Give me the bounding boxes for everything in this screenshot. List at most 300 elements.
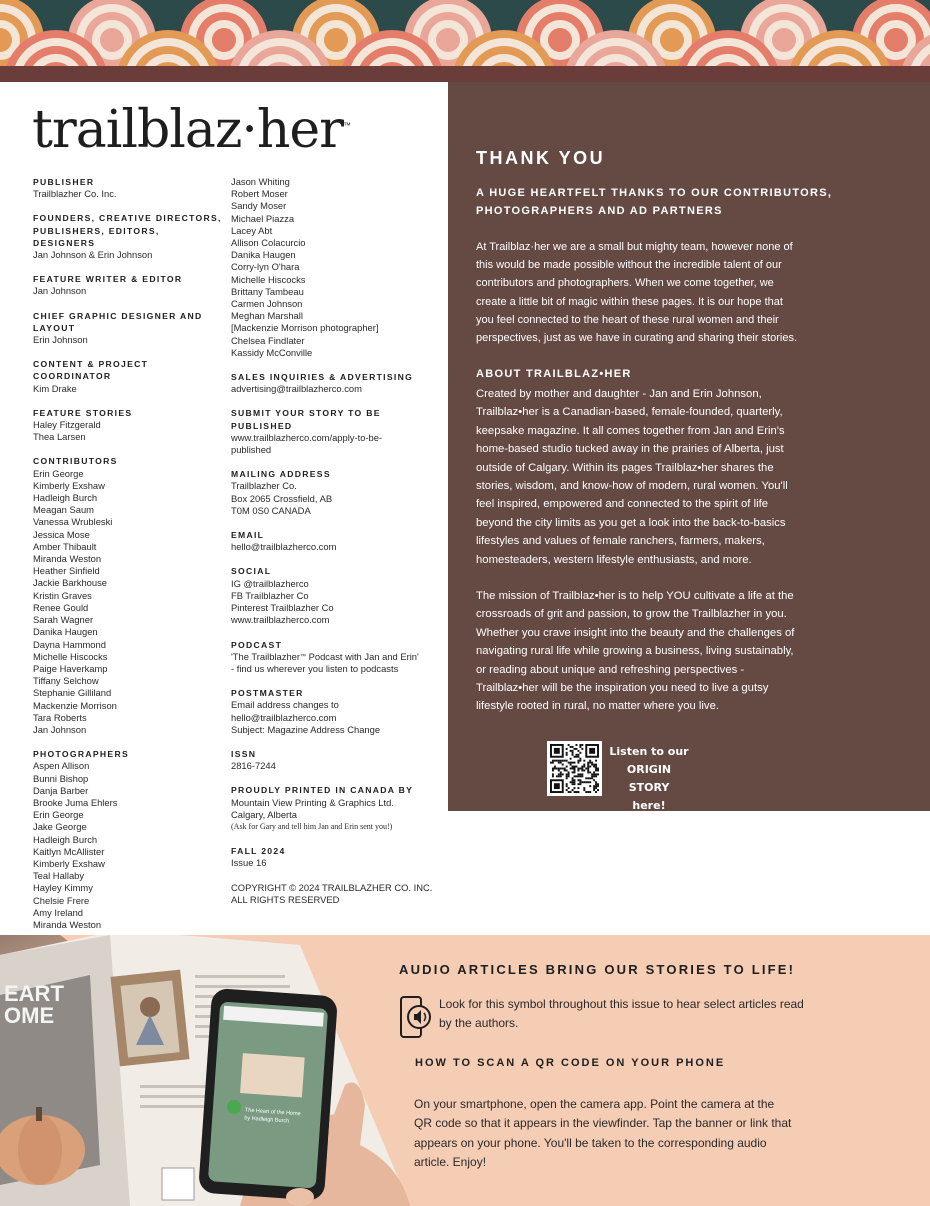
- text-line: Trailblazher Co.: [231, 480, 297, 492]
- text-line: Meghan Marshall: [231, 310, 303, 322]
- qr-module: [577, 762, 579, 764]
- qr-module: [572, 752, 574, 754]
- copyright-notice: [231, 882, 436, 906]
- text-line: Robert Moser: [231, 188, 288, 200]
- qr-module: [579, 783, 581, 785]
- qr-module: [554, 766, 556, 768]
- issue-number: Issue 16: [231, 857, 267, 869]
- text-line: Renee Gould: [33, 601, 89, 613]
- qr-module: [575, 744, 577, 746]
- text-line: outside of Calgary. Within its pages Trailblaz•her shares the: [476, 461, 774, 474]
- issue-season-heading: FALL 2024: [231, 846, 286, 857]
- qr-module: [564, 769, 566, 771]
- submit-story-block: [231, 407, 436, 456]
- text-line: Bunni Bishop: [33, 772, 89, 784]
- postmaster-lines: [231, 699, 436, 736]
- magazine-phone-photo: [0, 935, 410, 1206]
- qr-module: [554, 760, 556, 762]
- text-line: www.trailblazherco.com/apply-to-be-: [231, 431, 383, 443]
- text-line: or reading about unique and refreshing perspectives -: [476, 663, 745, 676]
- text-line: Heather Sinfield: [33, 565, 100, 577]
- qr-module: [587, 769, 589, 771]
- qr-module: [579, 781, 581, 783]
- qr-module: [574, 771, 576, 773]
- qr-module: [579, 768, 581, 770]
- text-line: Mackenzie Morrison: [33, 699, 117, 711]
- text-line: Calgary, Alberta: [231, 808, 298, 820]
- text-line: Michelle Hiscocks: [33, 650, 108, 662]
- qr-module: [577, 750, 579, 752]
- qr-module: [595, 775, 597, 777]
- audio-articles-description: [439, 995, 849, 1033]
- qr-module: [579, 746, 581, 748]
- qr-module: [552, 762, 554, 764]
- qr-module: [587, 771, 589, 773]
- qr-module: [575, 756, 577, 758]
- text-line: by the authors.: [439, 1016, 519, 1030]
- qr-module: [585, 768, 587, 770]
- qr-module: [574, 783, 576, 785]
- qr-module: [575, 754, 577, 756]
- qr-module: [566, 754, 568, 756]
- qr-module: [593, 775, 595, 777]
- mailing-address-lines: [231, 480, 436, 517]
- text-line: FB Trailblazher Co: [231, 589, 309, 601]
- feature-stories-list: [33, 419, 223, 443]
- qr-module: [577, 773, 579, 775]
- social-handles: [231, 578, 436, 627]
- text-line: crossroads of grit and passion, to grow the Trailblazher in you.: [476, 608, 787, 621]
- qr-module: [568, 744, 570, 746]
- contributors-block: [33, 455, 223, 736]
- qr-module: [579, 758, 581, 760]
- founders-heading: FOUNDERS, CREATIVE DIRECTORS, PUBLISHERS, EDITORS, DESIGNERS: [33, 213, 222, 248]
- text-line: Look for this symbol throughout this issue to hear select articles read: [439, 997, 804, 1011]
- text-line: feel inspired, empowered and connected to the spirit of life: [476, 498, 769, 511]
- qr-module: [583, 760, 585, 762]
- arch-ring: [212, 28, 236, 52]
- qr-module: [595, 783, 597, 785]
- text-line: IG @trailblazherco: [231, 577, 309, 589]
- qr-module: [552, 768, 554, 770]
- text-line: Jake George: [33, 821, 87, 833]
- text-line: Trailblaz•her is a Canadian-based, female-founded, quarterly,: [476, 406, 783, 419]
- qr-module: [597, 789, 599, 791]
- audio-article-icon: [399, 995, 433, 1039]
- qr-module: [579, 744, 581, 746]
- text-line: Erin George: [33, 467, 84, 479]
- qr-module: [587, 764, 589, 766]
- qr-module: [568, 762, 570, 764]
- text-line: PHOTOGRAPHERS AND AD PARTNERS: [476, 205, 723, 217]
- contributors-list: [33, 468, 223, 736]
- qr-module: [566, 752, 568, 754]
- postmaster-heading: POSTMASTER: [231, 688, 304, 699]
- qr-module: [577, 783, 579, 785]
- qr-module: [572, 779, 574, 781]
- qr-module: [560, 771, 562, 773]
- qr-module: [570, 764, 572, 766]
- qr-module: [595, 781, 597, 783]
- qr-module: [566, 748, 568, 750]
- qr-module: [593, 779, 595, 781]
- decorative-arch-banner: [0, 0, 930, 82]
- text-line: Carmen Johnson: [231, 298, 303, 310]
- qr-module: [581, 744, 583, 746]
- qr-module: [560, 760, 562, 762]
- qr-module: [572, 750, 574, 752]
- qr-module: [597, 768, 599, 770]
- text-line: Chelsea Findlater: [231, 334, 305, 346]
- printer-note: (Ask for Gary and tell him Jan and Erin sent you!): [231, 821, 393, 831]
- qr-module: [550, 762, 552, 764]
- qr-module: [552, 775, 554, 777]
- phone-article-title-2: by Hadleigh Burch: [244, 1115, 290, 1125]
- thank-you-intro: [476, 238, 916, 347]
- qr-module: [574, 775, 576, 777]
- text-line: Danika Haugen: [33, 626, 98, 638]
- qr-module: [574, 762, 576, 764]
- qr-module: [581, 766, 583, 768]
- origin-story-label: [608, 743, 690, 815]
- feature-writer-heading: FEATURE WRITER & EDITOR: [33, 274, 183, 285]
- qr-module: [566, 783, 568, 785]
- qr-module: [572, 771, 574, 773]
- qr-module: [568, 773, 570, 775]
- qr-module: [583, 789, 585, 791]
- sales-email: advertising@trailblazherco.com: [231, 383, 362, 395]
- text-line: Sandy Moser: [231, 200, 287, 212]
- phone-article-title-1: The Heart of the Home: [244, 1107, 301, 1118]
- qr-module: [556, 775, 558, 777]
- qr-module: [577, 754, 579, 756]
- qr-module: [562, 768, 564, 770]
- qr-module: [572, 768, 574, 770]
- qr-module: [597, 773, 599, 775]
- qr-module: [566, 773, 568, 775]
- qr-module: [574, 781, 576, 783]
- thank-you-title: THANK YOU: [476, 148, 606, 168]
- qr-module: [566, 789, 568, 791]
- qr-module: [587, 766, 589, 768]
- text-line: Miranda Weston: [33, 553, 102, 565]
- content-coordinator-name: Kim Drake: [33, 382, 77, 394]
- qr-module: [572, 781, 574, 783]
- submit-story-heading: SUBMIT YOUR STORY TO BE PUBLISHED: [231, 408, 381, 431]
- text-line: Michael Piazza: [231, 212, 295, 224]
- qr-module: [585, 781, 587, 783]
- qr-module: [575, 766, 577, 768]
- qr-module: [589, 791, 591, 793]
- masthead-column-2: [231, 176, 436, 918]
- qr-module: [575, 748, 577, 750]
- qr-module: [574, 748, 576, 750]
- mailing-address-block: [231, 468, 436, 517]
- magazine-logo: [32, 100, 351, 160]
- text-line: T0M 0S0 CANADA: [231, 504, 311, 516]
- text-line: Thea Larsen: [33, 431, 86, 443]
- qr-module: [591, 777, 593, 779]
- qr-module: [581, 768, 583, 770]
- text-line: Teal Hallaby: [33, 870, 85, 882]
- qr-module: [577, 760, 579, 762]
- feature-writer-block: [33, 273, 223, 297]
- about-paragraph: [476, 385, 916, 569]
- text-line: Michelle Hiscocks: [231, 273, 306, 285]
- qr-module: [595, 760, 597, 762]
- podcast-title-end: Podcast with Jan and Erin': [306, 650, 419, 662]
- qr-module: [579, 752, 581, 754]
- text-line: Lacey Abt: [231, 224, 273, 236]
- qr-module: [593, 773, 595, 775]
- founders-names: Jan Johnson & Erin Johnson: [33, 249, 153, 261]
- qr-module: [558, 775, 560, 777]
- audio-articles-title: AUDIO ARTICLES BRING OUR STORIES TO LIFE!: [399, 962, 796, 977]
- qr-module: [593, 785, 595, 787]
- text-line: Email address changes to: [231, 699, 339, 711]
- mailing-address-heading: MAILING ADDRESS: [231, 469, 331, 480]
- text-line: create a little bit of magic within these pages. It is our hope that: [476, 295, 783, 308]
- text-line: appears on your phone. You'll be taken to the corresponding audio: [414, 1135, 767, 1150]
- qr-module: [591, 764, 593, 766]
- qr-module: [558, 760, 560, 762]
- podcast-heading: PODCAST: [231, 639, 283, 650]
- qr-module: [579, 779, 581, 781]
- email-heading: EMAIL: [231, 530, 265, 541]
- text-line: Subject: Magazine Address Change: [231, 723, 381, 735]
- text-line: Kristin Graves: [33, 589, 92, 601]
- qr-module: [577, 787, 579, 789]
- qr-module: [583, 781, 585, 783]
- text-line: Jan Johnson: [33, 723, 87, 735]
- qr-module: [593, 766, 595, 768]
- social-block: [231, 565, 436, 626]
- text-line: Dayna Hammond: [33, 638, 106, 650]
- text-line: Pinterest Trailblazher Co: [231, 602, 334, 614]
- qr-module: [568, 791, 570, 793]
- qr-module: [595, 768, 597, 770]
- text-line: Meagan Saum: [33, 504, 94, 516]
- text-line: Vanessa Wrubleski: [33, 516, 113, 528]
- qr-module: [583, 769, 585, 771]
- graphic-designer-name: Erin Johnson: [33, 334, 88, 346]
- text-line: Sarah Wagner: [33, 614, 94, 626]
- text-line: home-based studio tucked away in the prairies of Alberta, just: [476, 443, 784, 456]
- text-line: Miranda Weston: [33, 918, 102, 930]
- arch-ring: [660, 28, 684, 52]
- qr-module: [572, 762, 574, 764]
- text-line: Danja Barber: [33, 784, 89, 796]
- qr-module: [587, 768, 589, 770]
- issn-number: 2816-7244: [231, 760, 276, 772]
- sales-heading: SALES INQUIRIES & ADVERTISING: [231, 372, 414, 383]
- logo-trademark: ™: [342, 121, 351, 130]
- podcast-block: [231, 639, 436, 676]
- qr-module: [589, 777, 591, 779]
- qr-finder: [554, 748, 560, 754]
- text-line: Kassidy McConville: [231, 346, 313, 358]
- qr-module: [581, 748, 583, 750]
- postmaster-block: [231, 687, 436, 736]
- content-coordinator-heading: CONTENT & PROJECT COORDINATOR: [33, 359, 149, 382]
- qr-module: [595, 764, 597, 766]
- text-line: Tara Roberts: [33, 711, 87, 723]
- text-line: contributors and photographers. When we come together, we: [476, 277, 774, 290]
- qr-module: [581, 781, 583, 783]
- qr-module: [587, 762, 589, 764]
- founders-block: [33, 212, 223, 261]
- text-line: keepsake magazine. It all comes together from Jan and Erin's: [476, 424, 785, 437]
- issn-heading: ISSN: [231, 748, 257, 759]
- qr-instructions-heading: HOW TO SCAN A QR CODE ON YOUR PHONE: [415, 1057, 726, 1069]
- qr-module: [570, 791, 572, 793]
- qr-module: [558, 768, 560, 770]
- text-line: Hayley Kimmy: [33, 882, 93, 894]
- qr-module: [572, 746, 574, 748]
- qr-module: [585, 791, 587, 793]
- submit-story-url: [231, 432, 436, 456]
- arch-ring: [436, 28, 460, 52]
- arch-ring: [772, 28, 796, 52]
- issue-block: [231, 845, 436, 869]
- text-line: At Trailblaz·her we are a small but mighty team, however none of: [476, 241, 793, 253]
- text-line: published: [231, 444, 272, 456]
- text-line: stories, wisdom, and know-how of modern, rural women. You'll: [476, 480, 788, 493]
- qr-module: [589, 762, 591, 764]
- text-line: Whether you crave insight into the beauty and the challenges of: [476, 626, 795, 639]
- text-line: Kimberly Exshaw: [33, 479, 105, 491]
- text-line: Brittany Tambeau: [231, 285, 304, 297]
- qr-module: [589, 766, 591, 768]
- text-line: Amy Ireland: [33, 906, 84, 918]
- arch-ring: [884, 28, 908, 52]
- text-line: Jackie Barkhouse: [33, 577, 107, 589]
- qr-code-icon: [550, 744, 599, 793]
- qr-module: [572, 766, 574, 768]
- graphic-designer-heading: CHIEF GRAPHIC DESIGNER AND LAYOUT: [33, 310, 203, 333]
- qr-module: [570, 750, 572, 752]
- qr-module: [597, 783, 599, 785]
- arch-ring: [100, 28, 124, 52]
- qr-module: [579, 775, 581, 777]
- qr-module: [562, 764, 564, 766]
- publisher-block: [33, 176, 223, 200]
- qr-module: [570, 758, 572, 760]
- text-line: you feel connected to the heart of these rural women and their: [476, 313, 779, 326]
- qr-module: [560, 768, 562, 770]
- qr-module: [575, 775, 577, 777]
- qr-module: [577, 791, 579, 793]
- qr-module: [568, 787, 570, 789]
- qr-module: [572, 754, 574, 756]
- qr-module: [581, 769, 583, 771]
- qr-module: [568, 771, 570, 773]
- qr-module: [560, 775, 562, 777]
- qr-module: [562, 760, 564, 762]
- printer-heading: PROUDLY PRINTED IN CANADA BY: [231, 785, 414, 796]
- book-page-text-1: EART: [4, 981, 64, 1006]
- text-line: [Mackenzie Morrison photographer]: [231, 322, 379, 334]
- podcast-line-1: [231, 651, 436, 663]
- qr-module: [597, 769, 599, 771]
- printer-block: [231, 784, 436, 833]
- text-line: article. Enjoy!: [414, 1155, 487, 1170]
- text-line: ORIGIN STORY: [626, 763, 672, 794]
- text-line: A HUGE HEARTFELT THANKS TO OUR CONTRIBUTORS,: [476, 187, 833, 199]
- qr-module: [597, 785, 599, 787]
- podcast-line-2: - find us wherever you listen to podcasts: [231, 662, 399, 674]
- text-line: Danika Haugen: [231, 249, 296, 261]
- qr-module: [572, 777, 574, 779]
- contributors-continued-list: [231, 176, 436, 359]
- photographers-block: [33, 748, 223, 931]
- mission-paragraph: [476, 587, 916, 716]
- qr-module: [574, 791, 576, 793]
- qr-module: [595, 766, 597, 768]
- text-line: Erin George: [33, 809, 84, 821]
- issn-block: [231, 748, 436, 772]
- qr-module: [552, 773, 554, 775]
- qr-module: [595, 773, 597, 775]
- text-line: Aspen Allison: [33, 760, 90, 772]
- text-line: navigating rural life while growing a business, living sustainably,: [476, 645, 794, 658]
- qr-module: [560, 773, 562, 775]
- text-line: Kaitlyn McAllister: [33, 845, 105, 857]
- qr-finder: [554, 783, 560, 789]
- text-line: Hadleigh Burch: [33, 492, 98, 504]
- social-heading: SOCIAL: [231, 566, 272, 577]
- text-line: ALL RIGHTS RESERVED: [231, 893, 340, 905]
- podcast-trademark: ™: [300, 653, 307, 660]
- publisher-name: Trailblazher Co. Inc.: [33, 188, 117, 200]
- qr-module: [574, 766, 576, 768]
- qr-module: [587, 777, 589, 779]
- qr-module: [570, 746, 572, 748]
- qr-module: [593, 787, 595, 789]
- qr-module: [589, 760, 591, 762]
- text-line: Jason Whiting: [231, 176, 290, 187]
- qr-module: [574, 769, 576, 771]
- qr-module: [560, 762, 562, 764]
- sales-block: [231, 371, 436, 395]
- qr-module: [566, 760, 568, 762]
- qr-module: [558, 762, 560, 764]
- text-line: Jessica Mose: [33, 528, 90, 540]
- text-line: www.trailblazherco.com: [231, 614, 330, 626]
- qr-module: [589, 781, 591, 783]
- qr-module: [566, 785, 568, 787]
- qr-module: [566, 766, 568, 768]
- text-line: Chelsie Frere: [33, 894, 90, 906]
- text-line: Tiffany Selchow: [33, 675, 99, 687]
- text-line: Kimberly Exshaw: [33, 857, 105, 869]
- qr-module: [593, 771, 595, 773]
- qr-module: [572, 789, 574, 791]
- qr-module: [579, 760, 581, 762]
- email-address: hello@trailblazherco.com: [231, 541, 337, 553]
- origin-story-qr-code[interactable]: [547, 741, 602, 796]
- text-line: QR code so that it appears in the viewfinder. Tap the banner or link that: [414, 1116, 792, 1131]
- photographers-heading: PHOTOGRAPHERS: [33, 749, 130, 760]
- qr-module: [570, 768, 572, 770]
- logo-text: trailblaz·her: [32, 100, 343, 160]
- qr-module: [583, 764, 585, 766]
- text-line: Box 2065 Crossfield, AB: [231, 492, 333, 504]
- text-line: Created by mother and daughter - Jan and Erin Johnson,: [476, 388, 762, 400]
- qr-module: [564, 760, 566, 762]
- text-line: Haley Fitzgerald: [33, 419, 101, 431]
- qr-module: [587, 781, 589, 783]
